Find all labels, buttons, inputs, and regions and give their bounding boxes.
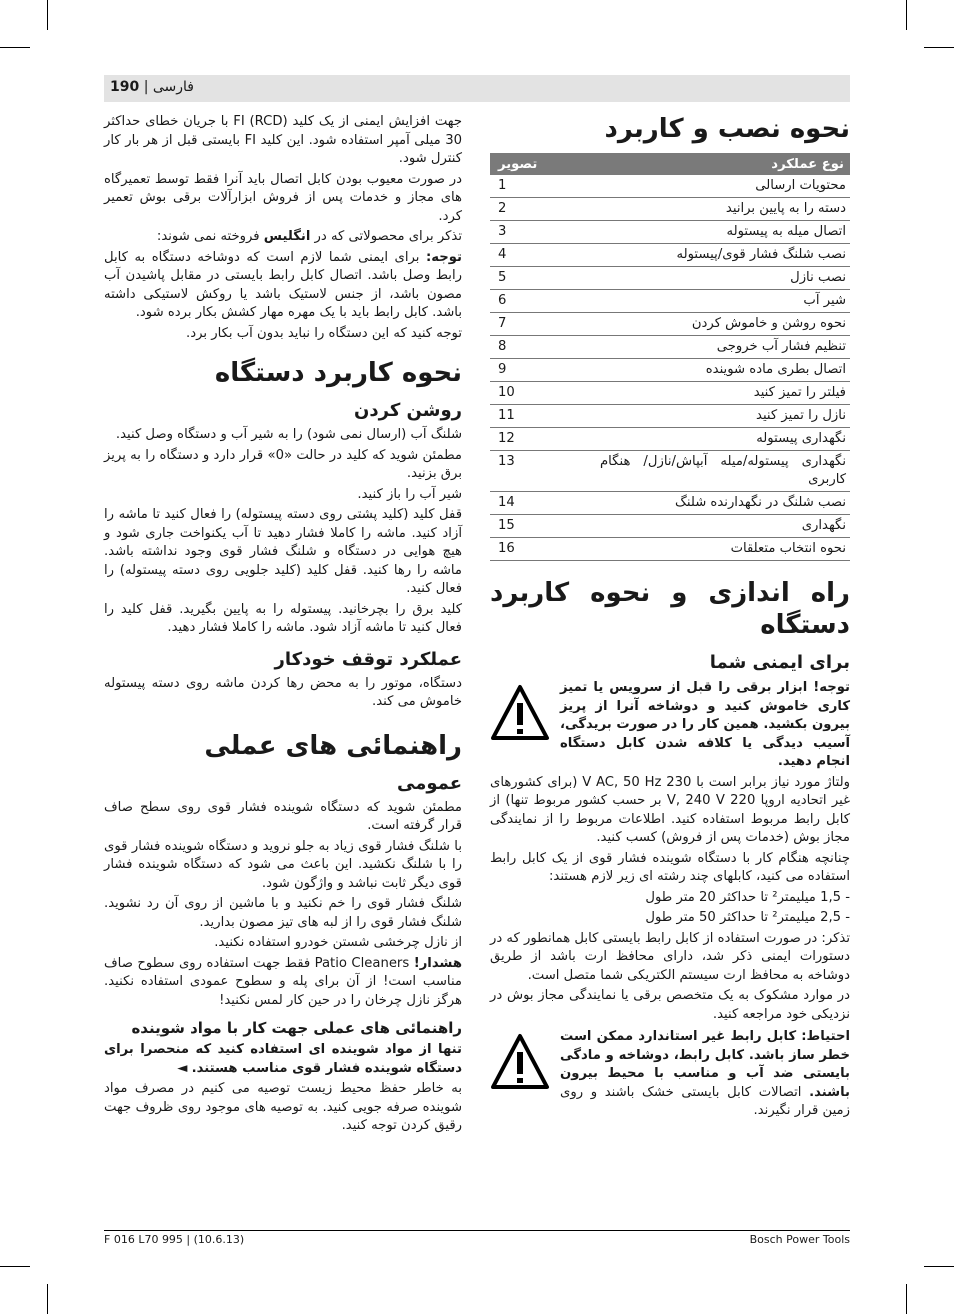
crop-mark [47,0,48,30]
table-cell-image: 8 [490,336,596,359]
bullet-paragraph: تنها از مواد شوینده ای استفاده کنید که منحصرا برای دستگاه شوینده فشار قوی مناسب هستند. ◄ [104,1042,462,1076]
table-row [490,336,850,359]
table-row [490,221,850,244]
paragraph: مطمئن شوید که کلید در حالت «0» قرار دارد و دستگاه را به پریز برق بزنید. [104,447,462,481]
table-cell-function: اتصال بطری ماده شوینده [596,359,850,382]
crop-mark [906,0,907,30]
table-row [490,492,850,515]
subsection-heading: عمومی [396,772,462,794]
table-cell-function: نازل را تمیز کنید [596,405,850,428]
footer-rule [104,1230,850,1231]
table-cell-image: 6 [490,290,596,313]
warning-text: احتیاط: کابل رابط غیر استاندارد ممکن است خطر ساز باشد. کابل رابط، دوشاخه و مادگی بایستی ضد آب و مناسب با محیط بیرون باشند. اتصالات کابل بایستی خشک باشند و روی زمین قرار نگیرند. [560,1029,850,1118]
paragraph: ولتاژ مورد نیاز برابر است با 230 V AC, 50 Hz (برای کشورهای غیر اتحادیه اروپا 220 V, 240 V بر حسب کشور مربوط تنها) از کابل رابط مربوط استفاده کنید. اطلاعات مربوط را از نمایندگی مجاز بوش (خدمات پس از فروش) کسب کنید. [490,774,851,845]
table-row [490,405,850,428]
table-cell-function: نصب شلنگ فشار قوی/پیستوله [596,244,850,267]
table-header-function: نوع عملکرد [596,153,850,175]
section-heading: نحوه کاربرد دستگاه [214,358,462,388]
table-header-image: تصویر [490,153,596,175]
table-row [490,428,850,451]
crop-mark [0,47,30,48]
warning-text: توجه! ابزار برقی را قبل از سرویس یا تمیز کاری خاموش کنید و دوشاخه آنرا از پریز بیرون بکشید. همین کار را در صورت بریدگی، آسیب دیدگی یا کلافه شدن کابل دستگاه انجام دهید. [560,680,850,769]
subsection-heading: روشن کردن [354,400,462,421]
paragraph: تذکر: در صورت استفاده از کابل رابط بایستی کابل همانطور که در دستورات ایمنی ذکر شد، دارای محافظ ارت باشد از طریق دوشاخه به محافظ ارت سیستم الکتریکی شما متصل است. [489,930,850,983]
table-cell-image: 3 [490,221,596,244]
table-cell-image: 2 [490,198,596,221]
paragraph: چنانچه هنگام کار با دستگاه شوینده فشار قوی از یک کابل رابط استفاده می کنید، کابلهای چند رشته ای زیر لازم هستند: [490,850,850,884]
paragraph: هشدار! Patio Cleaners فقط جهت استفاده روی سطوح صاف مناسب است! از آن برای پله و سطوح عمودی استفاده نکنید. هرگز نازل چرخان را در حین کار لمس نکنید! [104,955,462,1008]
table-cell-function: دسته را به پایین برانید [596,198,850,221]
subsection-heading: عملکرد توقف خودکار [274,648,462,670]
table-cell-image: 12 [490,428,596,451]
section-heading: نحوه نصب و کاربرد [604,114,850,144]
paragraph: شیر آب را باز کنید. [357,486,462,502]
footer-brand: Bosch Power Tools [749,1233,850,1246]
paragraph: قفل کلید (کلید پشتی روی دسته پیستوله) را فعال کنید تا ماشه را آزاد کنید. ماشه را کاملا فشار دهید تا آب یکنواخت جاری شود و هیچ هوایی در دستگاه و شلنگ فشار قوی وجود نداشته باشد. ماشه را رها کنید. قفل کلید (کلید جلویی روی دسته پیستوله) را فعال کنید. [104,507,462,596]
table-cell-image: 11 [490,405,596,428]
paragraph: شلنگ آب (ارسال نمی شود) را به شیر آب و دستگاه وصل کنید. [115,427,462,442]
crop-mark [47,1284,48,1314]
paragraph: از نازل چرخشی شستن خودرو استفاده نکنید. [214,935,462,950]
table-row [490,175,850,198]
function-table [490,153,850,561]
bullet-icon: ◄ [177,1060,188,1076]
table-row [490,359,850,382]
paragraph: در صورت معیوب بودن کابل اتصال باید آنرا فقط توسط تعمیرگاه های مجاز و خدمات پس از فروش ابزارآلات برقی بوش تعمیر کرد. [104,171,462,224]
section-heading: راه اندازی و نحوه کاربرد دستگاه [490,578,850,640]
crop-mark [924,47,954,48]
paragraph: تذکر برای محصولاتی که در انگلیس فروخته نمی شوند: [156,229,462,244]
warning-block [490,1028,850,1121]
table-cell-image: 5 [490,267,596,290]
table-cell-image: 10 [490,382,596,405]
table-row [490,267,850,290]
right-column [490,113,850,1123]
page-number: 190 [110,79,140,95]
table-cell-image: 16 [490,538,596,561]
table-row [490,313,850,336]
paragraph: جهت افزایش ایمنی از یک کلید FI (RCD) با جریان خطای حداکثر 30 میلی آمپر استفاده شود. این کلید FI بایستی قبل از هر بار کار کنترل شود. [104,114,462,166]
paragraph: توجه: برای ایمنی شما لازم است که دوشاخه دستگاه به کابل رابط وصل باشد. اتصال کابل رابط بایستی در مقابل پاشیدن آب مصون باشد، از جنس لاستیک باشد یا روکش لاستیکی داشته باشد. کابل رابط باید با یک مهره مهار کشش بکار برده شود. [104,249,462,320]
table-cell-function: نحوه انتخاب متعلقات [596,538,850,561]
table-row [490,538,850,561]
footer-doc-id: F 016 L70 995 | (10.6.13) [104,1233,245,1246]
crop-mark [0,1266,30,1267]
subsection-heading: برای ایمنی شما [709,652,850,673]
table-cell-image: 9 [490,359,596,382]
table-row [490,198,850,221]
paragraph: با شلنگ فشار قوی زیاد به جلو نروید و دستگاه شوینده فشار قوی را با شلنگ نکشید. این باعث می شود که دستگاه شوینده فشار قوی دیگر ثابت نباشد و واژگون شود. [104,838,462,891]
table-row [490,382,850,405]
paragraph: مطمئن شوید که دستگاه شوینده فشار قوی روی سطح صاف قرار گرفته است. [104,799,462,833]
table-cell-function: تنظیم فشار آب خروجی [596,336,850,359]
table-cell-function: نگهداری پیستوله [596,428,850,451]
crop-mark [906,1284,907,1314]
table-row [490,451,850,492]
crop-mark [924,1266,954,1267]
table-cell-image: 4 [490,244,596,267]
warning-triangle-icon [490,1032,550,1092]
warning-block [490,679,850,772]
table-cell-function: نصب نازل [596,267,850,290]
table-cell-image: 1 [490,175,596,198]
table-row [490,244,850,267]
paragraph: شلنگ فشار قوی را خم نکنید و با ماشین از روی آن رد نشوید. شلنگ فشار قوی را از لبه های تیز مصون بدارید. [104,896,462,930]
table-row [490,290,850,313]
table-row [490,515,850,538]
table-cell-function: محتویات ارسالی [596,175,850,198]
paragraph: در موارد مشکوک به یک متخصص برقی یا نمایندگی مجاز بوش در نزدیکی خود مراجعه کنید. [490,988,850,1022]
table-cell-image: 13 [490,451,596,492]
list-item: - 1,5 میلیمتر² تا حداکثر 20 متر طول [645,889,850,905]
table-cell-function: نحوه روشن و خاموش کردن [596,313,850,336]
page-header [104,75,850,102]
subsection-heading: راهنمائی های عملی جهت کار با مواد شوینده [131,1019,462,1037]
table-cell-function: شیر آب [596,290,850,313]
paragraph: دستگاه، موتور را به محض رها کردن ماشه روی دسته پیستوله خاموش می کند. [104,675,462,709]
section-heading: راهنمائی های عملی [204,730,462,761]
table-cell-function: فیلتر را تمیز کنید [596,382,850,405]
table-cell-function: نگهداری پیستوله/میله آبپاش/نازل/ هنگام کاربری [596,451,850,492]
table-cell-function: نصب شلنگ در نگهدارنده شلنگ [596,492,850,515]
list-item: - 2,5 میلیمتر² تا حداکثر 50 متر طول [645,910,850,925]
paragraph: توجه کنید که این دستگاه را نباید بدون آب بکار برد. [186,325,462,341]
header-language: | فارسی [143,79,194,95]
paragraph: به خاطر حفظ محیط زیست توصیه می کنیم در مصرف مواد شوینده صرفه جویی کنید. به توصیه های موجود روی ظروف جهت رقیق کردن توجه کنید. [104,1081,462,1133]
left-column [104,113,462,1138]
table-cell-image: 7 [490,313,596,336]
table-cell-function: نگهداری [596,515,850,538]
table-cell-image: 14 [490,492,596,515]
paragraph: کلید برق را بچرخانید. پیستوله را به پایین بگیرید. قفل کلید را فعال کنید تا ماشه آزاد شود. ماشه را کاملا فشار دهید. [104,601,462,635]
warning-triangle-icon [490,683,550,743]
table-cell-function: اتصال میله به پیستوله [596,221,850,244]
table-cell-image: 15 [490,515,596,538]
